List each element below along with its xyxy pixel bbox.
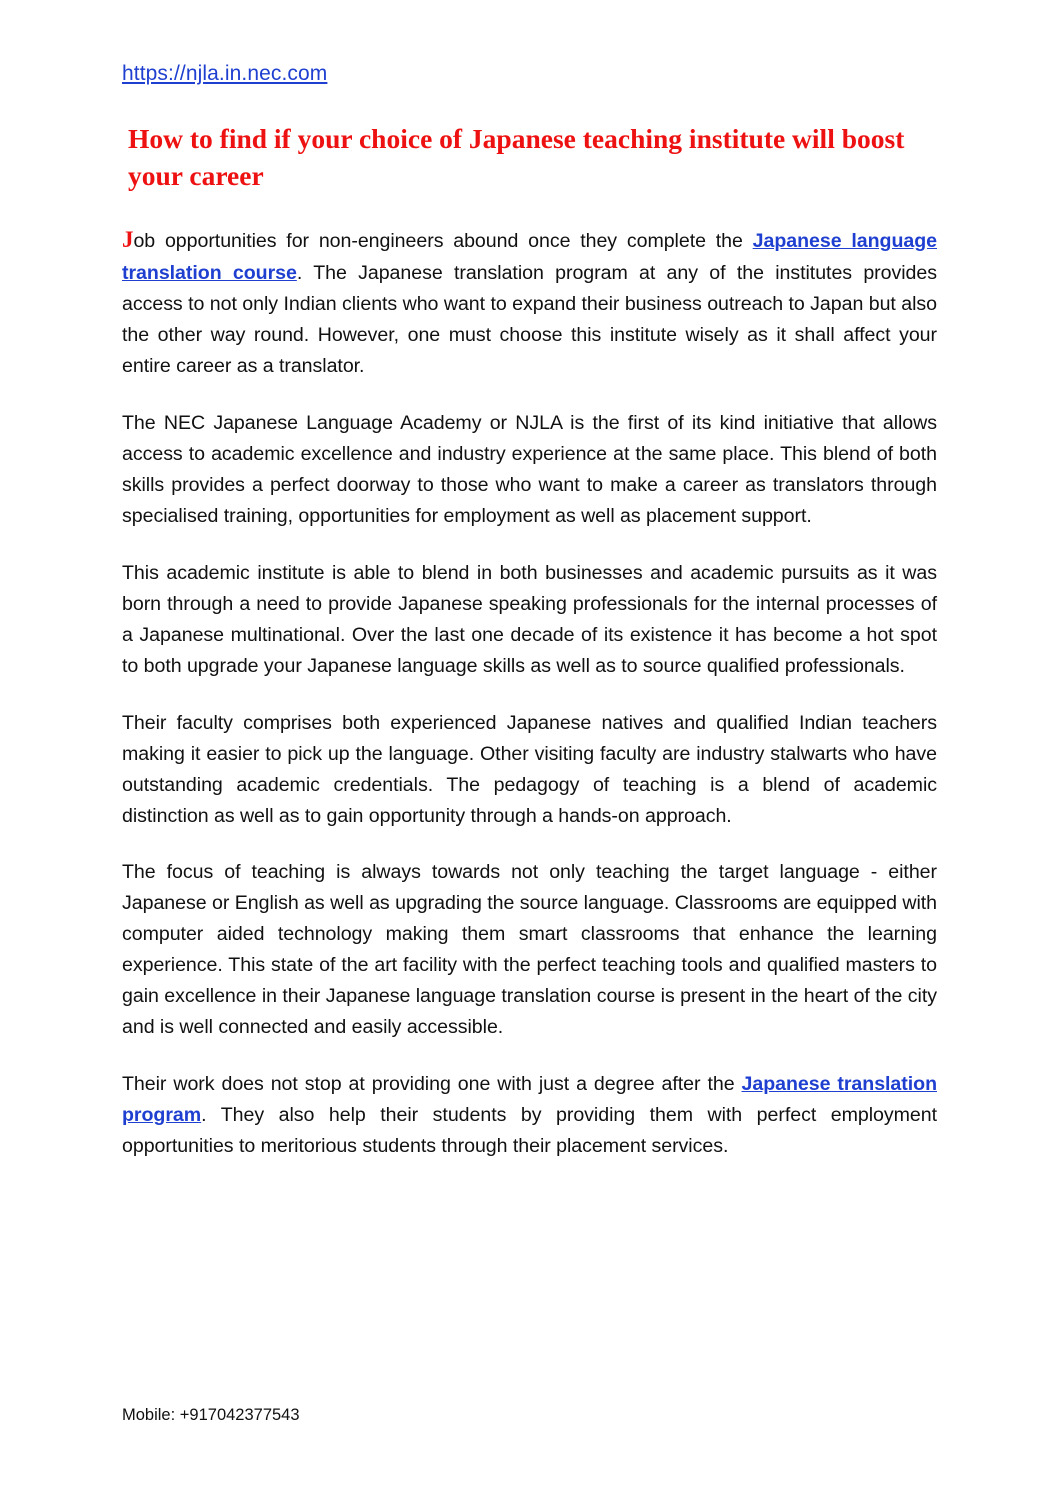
link-japanese-translation-program[interactable]: Japanese translation program xyxy=(122,1073,937,1127)
paragraph-1 xyxy=(122,222,937,382)
paragraph-2: The NEC Japanese Language Academy or NJLA is the first of its kind initiative that allows access to academic excellence and industry experience at the same place. This blend of both skills provides a perfect doorway to those who want to make a career as translators through specialised training, opportunities for employment as well as placement support. xyxy=(122,412,937,527)
paragraph-1-text-a: ob opportunities for non-engineers abound once they complete the xyxy=(133,229,753,252)
document-body xyxy=(122,222,937,1162)
paragraph-4: Their faculty comprises both experienced Japanese natives and qualified Indian teachers making it easier to pick up the language. Other visiting faculty are industry stalwarts who have outstanding academic credentials. The pedagogy of teaching is a blend of academic distinction as well as to gain opportunity through a hands-on approach. xyxy=(122,711,937,827)
paragraph-5: The focus of teaching is always towards not only teaching the target language - either Japanese or English as well as upgrading the source language. Classrooms are equipped with computer aided technology making them smart classrooms that enhance the learning experience. This state of the art facility with the perfect teaching tools and qualified masters to gain excellence in their Japanese language translation course is present in the heart of the city and is well connected and easily accessible. xyxy=(122,861,937,1039)
paragraph-6-text-b: . They also help their students by providing them with perfect employment opportunities to meritorious students through their placement services. xyxy=(122,1104,937,1158)
drop-cap: J xyxy=(122,226,134,252)
page-title: How to find if your choice of Japanese teaching institute will boost your career xyxy=(128,123,905,191)
paragraph-3: This academic institute is able to blend in both businesses and academic pursuits as it was born through a need to provide Japanese speaking professionals for the internal processes of a Japanese multinational. Over the last one decade of its existence it has become a hot spot to both upgrade your Japanese language skills as well as to source qualified professionals. xyxy=(122,561,937,677)
paragraph-6-text-a: Their work does not stop at providing one with just a degree after the xyxy=(122,1073,742,1096)
paragraph-6 xyxy=(122,1069,937,1162)
paragraph-1-text-b: . The Japanese translation program at any of the institutes provides access to not only Indian clients who want to expand their business outreach to Japan but also the other way round. However, one must choose this institute wisely as it shall affect your entire career as a translator. xyxy=(122,262,937,378)
site-url-link[interactable]: https://njla.in.nec.com xyxy=(122,62,328,85)
link-japanese-language-translation-course[interactable]: Japanese language translation course xyxy=(122,229,937,285)
footer-contact: Mobile: +917042377543 xyxy=(122,1406,300,1424)
